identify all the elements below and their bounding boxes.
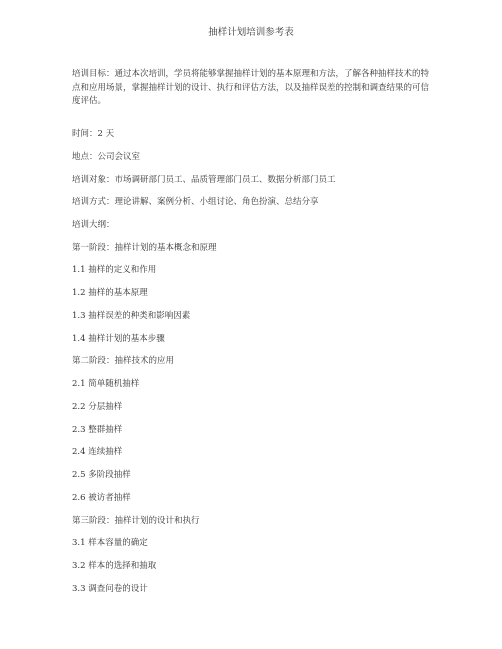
outline-item: 2.1 简单随机抽样 <box>72 379 140 389</box>
info-audience: 培训对象：市场调研部门员工、品质管理部门员工、数据分析部门员工 <box>72 175 336 185</box>
stage-1-heading: 第一阶段：抽样计划的基本概念和原理 <box>72 243 217 253</box>
info-method: 培训方式：理论讲解、案例分析、小组讨论、角色扮演、总结分享 <box>72 197 319 207</box>
outline-item: 2.2 分层抽样 <box>72 402 123 412</box>
info-time: 时间：2 天 <box>72 129 115 139</box>
stage-3-heading: 第三阶段：抽样计划的设计和执行 <box>72 516 200 526</box>
outline-item: 1.3 抽样误差的种类和影响因素 <box>72 311 191 321</box>
outline-heading: 培训大纲： <box>72 220 115 230</box>
outline-item: 1.1 抽样的定义和作用 <box>72 265 157 275</box>
outline-item: 2.5 多阶段抽样 <box>72 470 131 480</box>
document-title: 抽样计划培训参考表 <box>208 27 294 38</box>
outline-item: 2.4 连续抽样 <box>72 447 123 457</box>
outline-item: 1.2 抽样的基本原理 <box>72 288 148 298</box>
training-objective: 培训目标：通过本次培训，学员将能够掌握抽样计划的基本原理和方法，了解各种抽样技术的特点和应用场景，掌握抽样计划的设计、执行和评估方法，以及抽样误差的控制和调查结果的可信度评估。 <box>72 69 430 106</box>
outline-item: 3.2 样本的选择和抽取 <box>72 561 157 571</box>
outline-item: 2.6 被访者抽样 <box>72 493 131 503</box>
outline-item: 2.3 整群抽样 <box>72 425 123 435</box>
stage-2-heading: 第二阶段：抽样技术的应用 <box>72 356 175 366</box>
outline-item: 1.4 抽样计划的基本步骤 <box>72 334 165 344</box>
info-location: 地点：公司会议室 <box>72 152 141 162</box>
outline-item: 3.1 样本容量的确定 <box>72 538 148 548</box>
outline-item: 3.3 调查问卷的设计 <box>72 584 148 594</box>
